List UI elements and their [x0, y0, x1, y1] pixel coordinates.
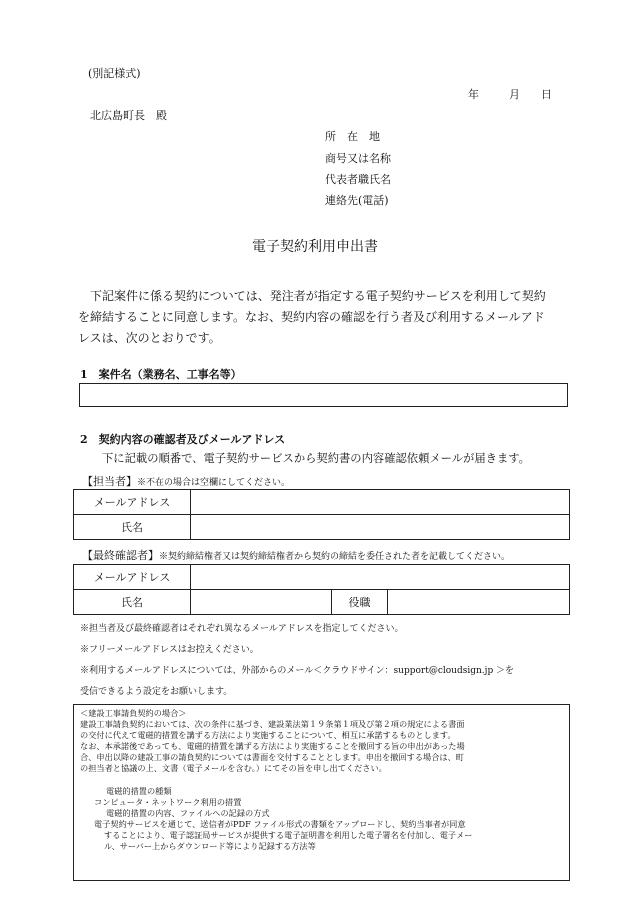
position-label-cell: 役職	[332, 590, 388, 615]
measures-item2: 電磁的措置の内容、ファイルへの記録の方式	[106, 808, 270, 818]
table-row	[74, 515, 570, 540]
section2-heading: 2 契約内容の確認者及びメールアドレス	[80, 433, 286, 446]
note-cloudsign-email: ※利用するメールアドレスについては、外部からのメール＜クラウドサイン：support@cloudsign.jp ＞を	[80, 666, 515, 676]
construction-box-body	[80, 719, 465, 774]
measures-item1: コンピュータ・ネットワーク利用の措置	[94, 797, 242, 807]
measures-line: することにより、電子認証局サービスが提供する電子証明書を利用した電子署名を付加し、電子メー	[104, 830, 473, 840]
final-confirmer-email-field[interactable]	[191, 565, 570, 590]
name-label-cell: 氏名	[74, 515, 191, 540]
form-label: (別記様式)	[88, 67, 141, 80]
note-distinct-emails: ※担当者及び最終確認者はそれぞれ異なるメールアドレスを指定してください。	[80, 624, 404, 634]
person-in-charge-note: ※不在の場合は空欄にしてください。	[137, 478, 291, 488]
construction-line: 建設工事請負契約においては、次の条件に基づき、建設業法第１９条第１項及び第２項の規定による書面	[80, 719, 465, 729]
date-month: 月	[509, 88, 520, 101]
applicant-contact-label: 連絡先(電話)	[325, 194, 389, 207]
name-label-cell: 氏名	[74, 590, 191, 615]
project-name-field[interactable]	[79, 383, 568, 407]
construction-contract-box	[73, 704, 570, 881]
measures-description	[94, 819, 472, 852]
applicant-address-label: 所 在 地	[325, 130, 380, 143]
date-year: 年	[468, 88, 479, 101]
document-title: 電子契約利用申出書	[252, 239, 378, 255]
person-in-charge-table	[73, 489, 570, 540]
date-day: 日	[541, 88, 552, 101]
person-in-charge-heading	[82, 470, 290, 489]
applicant-company-label: 商号又は名称	[325, 152, 391, 165]
construction-line: 合、申出以降の建設工事の請負契約については書面を交付することとします。申出を撤回する場合は、町	[80, 752, 464, 762]
construction-line: の交付に代えて電磁的措置を講ずる方法により実施することについて、相互に承諾するものとします。	[80, 730, 456, 740]
final-confirmer-table	[73, 564, 570, 615]
addressee: 北広島町長 殿	[90, 109, 167, 122]
section2-description: 下に記載の順番で、電子契約サービスから契約書の内容確認依頼メールが届きます。	[102, 452, 530, 465]
table-row	[74, 565, 570, 590]
intro-paragraph: 下記案件に係る契約については、発注者が指定する電子契約サービスを利用して契約を締結することに同意します。なお、契約内容の確認を行う者及び利用するメールアドレスは、次のとおりです。	[78, 289, 546, 345]
final-confirmer-label: 【最終確認者】	[82, 549, 159, 562]
measures-line: 電子契約サービスを通じて、送信者がPDF ファイル形式の書類をアップロードし、契約当事者が同意	[94, 819, 466, 829]
measures-title: 電磁的措置の種類	[106, 786, 172, 796]
construction-line: なお、本承諾後であっても、電磁的措置を講ずる方法により実施することを撤回する旨の申出があった場	[80, 741, 465, 751]
table-row	[74, 490, 570, 515]
person-in-charge-label: 【担当者】	[82, 475, 137, 488]
construction-line: の担当者と協議の上、文書（電子メールを含む。）にてその旨を申し出てください。	[80, 763, 387, 773]
applicant-representative-label: 代表者職氏名	[325, 173, 391, 186]
measures-line: ル、サーバー上からダウンロード等により記録する方法等	[104, 841, 316, 851]
person-in-charge-email-field[interactable]	[191, 490, 570, 515]
section1-heading: 1 案件名（業務名、工事名等）	[80, 368, 242, 381]
note-free-email: ※フリーメールアドレスはお控えください。	[80, 645, 259, 655]
person-in-charge-name-field[interactable]	[191, 515, 570, 540]
construction-box-heading: ＜建設工事請負契約の場合＞	[80, 708, 187, 718]
final-confirmer-heading	[82, 544, 510, 563]
table-row	[74, 590, 570, 615]
email-label-cell: メールアドレス	[74, 490, 191, 515]
final-confirmer-note: ※契約締結権者又は契約締結権者から契約の締結を委任された者を記載してください。	[159, 552, 511, 562]
note-receive-setting: 受信できるよう設定をお願いします。	[80, 687, 233, 697]
final-confirmer-position-field[interactable]	[388, 590, 570, 615]
final-confirmer-name-field[interactable]	[191, 590, 332, 615]
email-label-cell: メールアドレス	[74, 565, 191, 590]
